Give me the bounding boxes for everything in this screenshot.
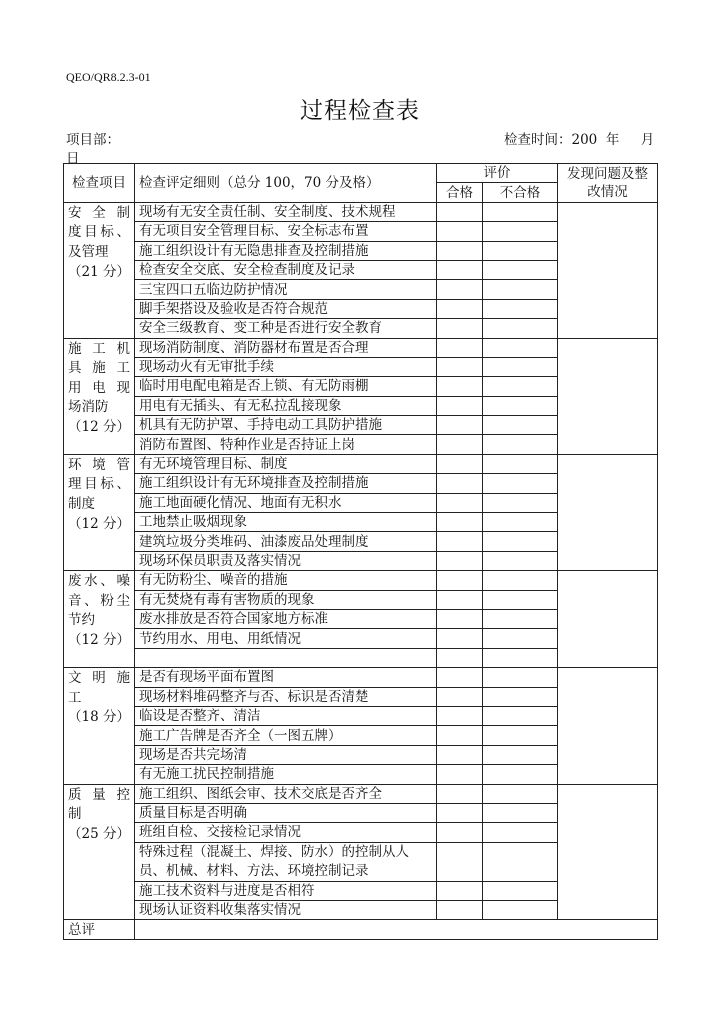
criteria-text: 节约用水、用电、用纸情况 [135,629,437,648]
criteria-text: 有无焚烧有毒有害物质的现象 [135,590,437,609]
issues-cell[interactable] [558,784,658,920]
pass-cell[interactable] [437,299,483,318]
header-issues: 发现问题及整改情况 [558,164,658,203]
criteria-text: 检查安全交底、安全检查制度及记录 [135,260,437,279]
issues-cell[interactable] [558,338,658,454]
pass-cell[interactable] [437,280,483,299]
check-item-category [64,202,135,338]
pass-cell[interactable] [437,474,483,493]
fail-cell[interactable] [483,726,558,745]
fail-cell[interactable] [483,745,558,764]
criteria-text: 临设是否整齐、清洁 [135,706,437,725]
pass-cell[interactable] [437,222,483,241]
criteria-text: 建筑垃圾分类堆码、油漆废品处理制度 [135,532,437,551]
category-name: 环 境 管理目标、制度 [68,456,130,513]
criteria-text: 有无施工扰民控制措施 [135,765,437,784]
criteria-text: 班组自检、交接检记录情况 [135,823,437,842]
pass-cell[interactable] [437,745,483,764]
fail-cell[interactable] [483,803,558,822]
criteria-text: 三宝四口五临边防护情况 [135,280,437,299]
pass-cell[interactable] [437,803,483,822]
criteria-text: 特殊过程（混凝土、焊接、防水）的控制从人员、机械、材料、方法、环境控制记录 [135,842,437,881]
pass-cell[interactable] [437,571,483,590]
pass-cell[interactable] [437,202,483,221]
pass-cell[interactable] [437,726,483,745]
fail-cell[interactable] [483,551,558,570]
pass-cell[interactable] [437,784,483,803]
header-fail: 不合格 [483,183,558,202]
pass-cell[interactable] [437,454,483,473]
document-code: QEO/QR8.2.3-01 [66,70,151,84]
pass-cell[interactable] [437,532,483,551]
table-row [64,338,658,357]
fail-cell[interactable] [483,881,558,900]
criteria-text: 废水排放是否符合国家地方标准 [135,609,437,628]
category-name: 质 量 控制 [68,786,130,823]
fail-cell[interactable] [483,202,558,221]
pass-cell[interactable] [437,338,483,357]
criteria-text: 施工组织设计有无隐患排查及控制措施 [135,241,437,260]
category-score: （18 分） [68,709,130,726]
criteria-text: 施工组织设计有无环境排查及控制措施 [135,474,437,493]
table-body [64,202,658,939]
criteria-text: 施工广告牌是否齐全（一图五牌） [135,726,437,745]
table-row [64,571,658,590]
criteria-text [135,648,437,667]
category-score: （21 分） [68,263,130,280]
category-score: （25 分） [68,825,130,842]
fail-cell[interactable] [483,629,558,648]
check-day-label: 日 [66,151,80,167]
pass-cell[interactable] [437,765,483,784]
inspection-table [63,163,658,940]
category-score: （12 分） [68,418,130,435]
table-row [64,784,658,803]
fail-cell[interactable] [483,396,558,415]
category-score: （12 分） [68,631,130,648]
fail-cell[interactable] [483,416,558,435]
issues-cell[interactable] [558,202,658,338]
fail-cell[interactable] [483,222,558,241]
fail-cell[interactable] [483,687,558,706]
pass-cell[interactable] [437,823,483,842]
pass-cell[interactable] [437,435,483,454]
criteria-text: 施工组织、图纸会审、技术交底是否齐全 [135,784,437,803]
criteria-text: 现场环保员职责及落实情况 [135,551,437,570]
check-item-category [64,338,135,454]
header-criteria: 检查评定细则（总分 100，70 分及格） [135,164,437,203]
header-evaluation: 评价 [437,164,558,183]
pass-cell[interactable] [437,260,483,279]
fail-cell[interactable] [483,435,558,454]
pass-cell[interactable] [437,706,483,725]
fail-cell[interactable] [483,513,558,532]
pass-cell[interactable] [437,590,483,609]
category-name: 安 全 制度目标、及管理 [68,204,130,260]
criteria-text: 施工技术资料与进度是否相符 [135,881,437,900]
pass-cell[interactable] [437,551,483,570]
summary-label: 总评 [64,920,135,939]
check-item-category [64,571,135,668]
criteria-text: 用电有无插头、有无私拉乱接现象 [135,396,437,415]
fail-cell[interactable] [483,319,558,338]
criteria-text: 现场动火有无审批手续 [135,357,437,376]
criteria-text: 现场有无安全责任制、安全制度、技术规程 [135,202,437,221]
criteria-text: 机具有无防护罩、手持电动工具防护措施 [135,416,437,435]
pass-cell[interactable] [437,416,483,435]
check-item-category [64,454,135,570]
fail-cell[interactable] [483,377,558,396]
criteria-text: 是否有现场平面布置图 [135,668,437,687]
issues-cell[interactable] [558,454,658,570]
table-header-row [64,164,658,183]
summary-row [64,920,658,939]
criteria-text: 施工地面硬化情况、地面有无积水 [135,493,437,512]
check-item-category [64,784,135,920]
criteria-text: 质量目标是否明确 [135,803,437,822]
pass-cell[interactable] [437,357,483,376]
criteria-text: 安全三级教育、变工种是否进行安全教育 [135,319,437,338]
pass-cell[interactable] [437,648,483,667]
issues-cell[interactable] [558,668,658,784]
criteria-text: 现场消防制度、消防器材布置是否合理 [135,338,437,357]
pass-cell[interactable] [437,842,483,881]
fail-cell[interactable] [483,299,558,318]
fail-cell[interactable] [483,668,558,687]
header-check-item: 检查项目 [64,164,135,203]
page-title: 过程检查表 [300,98,420,124]
fail-cell[interactable] [483,823,558,842]
criteria-text: 有无环境管理目标、制度 [135,454,437,473]
table-row [64,454,658,473]
table-row [64,202,658,221]
fail-cell[interactable] [483,571,558,590]
pass-cell[interactable] [437,668,483,687]
category-name: 文 明 施工 [68,670,130,706]
fail-cell[interactable] [483,493,558,512]
criteria-text: 临时用电配电箱是否上锁、有无防雨棚 [135,377,437,396]
fail-cell[interactable] [483,532,558,551]
fail-cell[interactable] [483,260,558,279]
criteria-text: 现场材料堆码整齐与否、标识是否清楚 [135,687,437,706]
check-time-label: 检查时间：200 年 月 [504,132,655,148]
fail-cell[interactable] [483,784,558,803]
fail-cell[interactable] [483,590,558,609]
pass-cell[interactable] [437,881,483,900]
criteria-text: 有无防粉尘、噪音的措施 [135,571,437,590]
table-row [64,668,658,687]
pass-cell[interactable] [437,377,483,396]
fail-cell[interactable] [483,338,558,357]
fail-cell[interactable] [483,706,558,725]
pass-cell[interactable] [437,241,483,260]
criteria-text: 脚手架搭设及验收是否符合规范 [135,299,437,318]
category-name: 施 工 机具 施 工用 电 现场消防 [68,340,130,416]
pass-cell[interactable] [437,901,483,920]
criteria-text: 现场认证资料收集落实情况 [135,901,437,920]
criteria-text: 现场是否共完场清 [135,745,437,764]
fail-cell[interactable] [483,765,558,784]
fail-cell[interactable] [483,901,558,920]
fail-cell[interactable] [483,609,558,628]
fail-cell[interactable] [483,454,558,473]
pass-cell[interactable] [437,609,483,628]
pass-cell[interactable] [437,513,483,532]
fail-cell[interactable] [483,357,558,376]
pass-cell[interactable] [437,629,483,648]
header-pass: 合格 [437,183,483,202]
criteria-text: 有无项目安全管理目标、安全标志布置 [135,222,437,241]
criteria-text: 消防布置图、特种作业是否持证上岗 [135,435,437,454]
category-name: 废水、噪音、粉尘节约 [68,573,130,629]
fail-cell[interactable] [483,842,558,881]
fail-cell[interactable] [483,241,558,260]
fail-cell[interactable] [483,648,558,667]
project-department-label: 项目部： [66,132,120,148]
check-item-category [64,668,135,784]
fail-cell[interactable] [483,280,558,299]
summary-value-cell[interactable] [135,920,658,939]
pass-cell[interactable] [437,396,483,415]
pass-cell[interactable] [437,319,483,338]
pass-cell[interactable] [437,687,483,706]
issues-cell[interactable] [558,571,658,668]
pass-cell[interactable] [437,493,483,512]
fail-cell[interactable] [483,474,558,493]
criteria-text: 工地禁止吸烟现象 [135,513,437,532]
category-score: （12 分） [68,515,130,532]
